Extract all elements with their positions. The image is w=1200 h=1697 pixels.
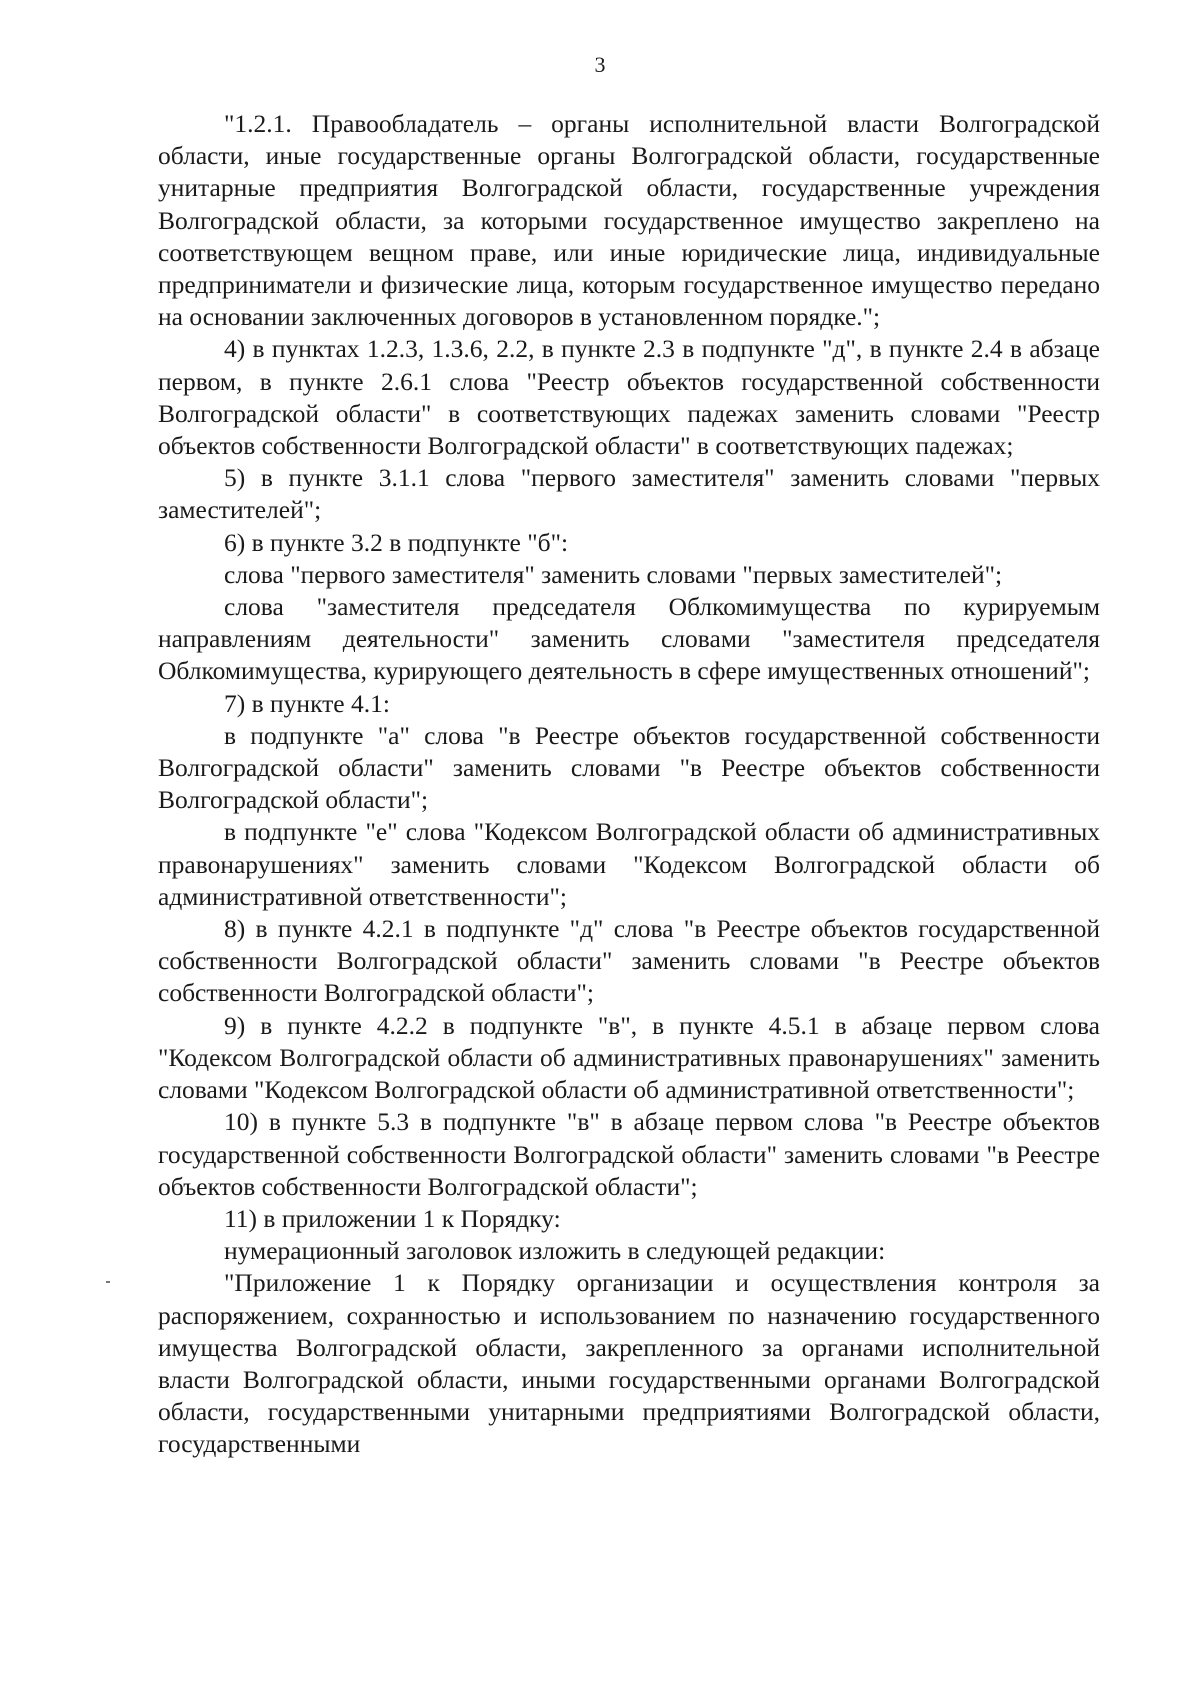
paragraph-item-7-sub-a: в подпункте "а" слова "в Реестре объектов государственной собственности Волгоградской области" заменить словами "в Реестре объектов собственности Волгоградской области"; (158, 720, 1100, 815)
paragraph-1-2-1: "1.2.1. Правообладатель – органы исполнительной власти Волгоградской области, иные государственные органы Волгоградской области, государственные унитарные предприятия Волгоградской области, государственные учреждения Волгоградской области, за которыми государственное имущество закреплено на соответствующем вещном праве, или иные юридические лица, индивидуальные предприниматели и физические лица, которым государственное имущество передано на основании заключенных договоров в установленном порядке."; (158, 109, 1100, 332)
paragraph-item-10: 10) в пункте 5.3 в подпункте "в" в абзаце первом слова "в Реестре объектов государственной собственности Волгоградской области" заменить словами "в Реестре объектов собственности Волгоградской области"; (158, 1107, 1100, 1201)
paragraph-item-6: 6) в пункте 3.2 в подпункте "б": (224, 527, 569, 557)
paragraph-item-7: 7) в пункте 4.1: (224, 688, 390, 718)
paragraph-item-11-sub-1: нумерационный заголовок изложить в следующей редакции: (224, 1236, 886, 1266)
scan-artifact (106, 1281, 110, 1283)
paragraph-item-7-sub-e: в подпункте "е" слова "Кодексом Волгоградской области об административных правонарушениях" заменить словами "Кодексом Волгоградской области об административной ответственности"; (158, 817, 1100, 911)
paragraph-appendix-heading: "Приложение 1 к Порядку организации и осуществления контроля за распоряжением, сохранностью и использованием по назначению государственного имущества Волгоградской области, закрепленного за органами исполнительной власти Волгоградской области, иными государственными органами Волгоградской области, государственными унитарными предприятиями Волгоградской области, государственными (158, 1268, 1100, 1459)
paragraph-item-8: 8) в пункте 4.2.1 в подпункте "д" слова "в Реестре объектов государственной собственности Волгоградской области" заменить словами "в Реестре объектов собственности Волгоградской области"; (158, 914, 1100, 1008)
paragraph-item-6-sub-2: слова "заместителя председателя Облкомимущества по курируемым направлениям деятельности" заменить словами "заместителя председателя Облкомимущества, курирующего деятельность в сфере имущественных отношений"; (158, 592, 1100, 686)
paragraph-item-11: 11) в приложении 1 к Порядку: (224, 1203, 561, 1233)
page-number: 3 (594, 52, 606, 77)
paragraph-item-4: 4) в пунктах 1.2.3, 1.3.6, 2.2, в пункте 2.3 в подпункте "д", в пункте 2.4 в абзаце первом, в пункте 2.6.1 слова "Реестр объектов государственной собственности Волгоградской области" в соответствующих падежах заменить словами "Реестр объектов собственности Волгоградской области" в соответствующих падежах; (158, 334, 1100, 461)
paragraph-item-9: 9) в пункте 4.2.2 в подпункте "в", в пункте 4.5.1 в абзаце первом слова "Кодексом Волгоградской области об административных правонарушениях" заменить словами "Кодексом Волгоградской области об административной ответственности"; (158, 1010, 1100, 1105)
document-body (158, 108, 1100, 1461)
paragraph-item-6-sub-1: слова "первого заместителя" заменить словами "первых заместителей"; (224, 559, 1003, 589)
paragraph-item-5: 5) в пункте 3.1.1 слова "первого заместителя" заменить словами "первых заместителей"; (158, 463, 1100, 525)
